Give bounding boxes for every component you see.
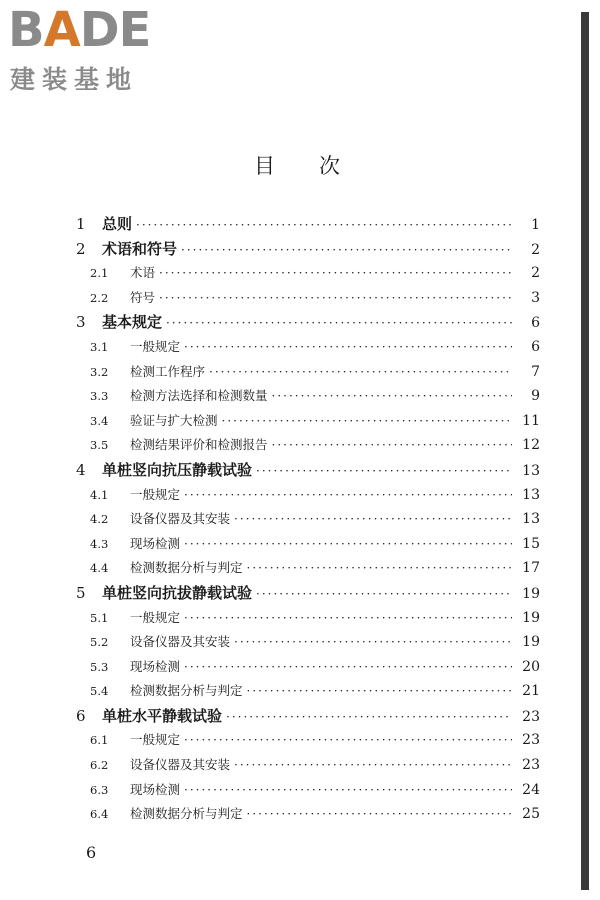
page-title (0, 150, 600, 180)
toc-section-entry[interactable] (70, 483, 540, 508)
toc-entry-label: 术语 (130, 265, 156, 281)
logo-letter-b: B (8, 2, 44, 58)
toc-leader-dots (181, 242, 512, 258)
toc-entry-number: 3.5 (90, 438, 109, 453)
toc-entry-number: 3 (76, 313, 86, 332)
toc-leader-dots (256, 463, 512, 479)
toc-leader-dots (184, 732, 512, 748)
toc-chapter-entry[interactable] (70, 581, 540, 606)
toc-chapter-entry[interactable] (70, 310, 540, 335)
toc-chapter-entry[interactable] (70, 704, 540, 729)
toc-entry-label: 检测数据分析与判定 (130, 683, 243, 699)
toc-leader-dots (247, 683, 512, 699)
toc-leader-dots (226, 709, 512, 725)
toc-entry-page: 6 (531, 315, 540, 332)
toc-entry-page: 11 (522, 412, 540, 429)
toc-entry-number: 5.2 (90, 635, 109, 650)
toc-entry-label: 单桩竖向抗拔静载试验 (102, 583, 253, 602)
toc-entry-label: 验证与扩大检测 (130, 412, 218, 428)
toc-leader-dots (184, 659, 512, 675)
toc-entry-label: 单桩水平静载试验 (102, 706, 223, 725)
toc-section-entry[interactable] (70, 335, 540, 360)
toc-entry-label: 一般规定 (130, 338, 181, 354)
toc-chapter-entry[interactable] (70, 212, 540, 237)
toc-entry-number: 6.4 (90, 807, 109, 822)
toc-entry-label: 检测数据分析与判定 (130, 560, 243, 576)
toc-leader-dots (256, 586, 512, 602)
toc-entry-number: 3.3 (90, 389, 109, 404)
toc-entry-page: 7 (531, 363, 540, 380)
toc-leader-dots (222, 413, 512, 429)
toc-section-entry[interactable] (70, 286, 540, 311)
toc-entry-label: 设备仪器及其安装 (130, 511, 231, 527)
toc-entry-page: 24 (522, 781, 540, 798)
toc-section-entry[interactable] (70, 507, 540, 532)
toc-entry-number: 5.3 (90, 659, 109, 674)
toc-entry-page: 13 (522, 462, 540, 479)
toc-entry-page: 9 (531, 388, 540, 405)
page-title-char-2: 次 (319, 154, 346, 178)
toc-leader-dots (184, 339, 512, 355)
toc-section-entry[interactable] (70, 409, 540, 434)
toc-leader-dots (136, 217, 512, 233)
toc-section-entry[interactable] (70, 679, 540, 704)
toc-entry-number: 2 (76, 239, 86, 258)
toc-entry-page: 19 (522, 609, 540, 626)
page-title-char-1: 目 (254, 154, 281, 178)
toc-entry-page: 23 (522, 708, 540, 725)
toc-entry-number: 3.4 (90, 413, 109, 428)
toc-entry-number: 4.2 (90, 512, 109, 527)
toc-leader-dots (234, 634, 512, 650)
toc-leader-dots (166, 315, 512, 331)
toc-entry-label: 术语和符号 (102, 239, 178, 258)
toc-section-entry[interactable] (70, 532, 540, 557)
toc-section-entry[interactable] (70, 556, 540, 581)
toc-entry-label: 现场检测 (130, 535, 181, 551)
toc-section-entry[interactable] (70, 728, 540, 753)
toc-entry-label: 总则 (102, 215, 133, 233)
toc-entry-page: 1 (531, 217, 540, 233)
toc-entry-label: 一般规定 (130, 609, 181, 625)
toc-section-entry[interactable] (70, 360, 540, 385)
toc-entry-page: 13 (522, 511, 540, 528)
toc-entry-number: 4.1 (90, 487, 109, 502)
toc-entry-number: 4.4 (90, 561, 109, 576)
bade-logo (8, 2, 176, 94)
toc-entry-page: 6 (531, 338, 540, 355)
page-number: 6 (86, 843, 97, 862)
toc-entry-label: 检测方法选择和检测数量 (130, 388, 268, 404)
toc-leader-dots (184, 536, 512, 552)
toc-leader-dots (184, 782, 512, 798)
logo-wordmark (8, 2, 151, 58)
toc-entry-number: 5.4 (90, 684, 109, 699)
page-edge-shadow (581, 12, 589, 890)
toc-chapter-entry[interactable] (70, 237, 540, 262)
toc-entry-number: 2.2 (90, 290, 109, 305)
toc-entry-page: 23 (522, 757, 540, 774)
toc-entry-page: 20 (522, 658, 540, 675)
toc-entry-number: 3.2 (90, 364, 109, 379)
toc-entry-page: 2 (531, 265, 540, 282)
toc-section-entry[interactable] (70, 630, 540, 655)
toc-leader-dots (184, 487, 512, 503)
toc-entry-page: 19 (522, 634, 540, 651)
logo-letters-de: DE (79, 2, 151, 58)
toc-entry-label: 设备仪器及其安装 (130, 757, 231, 773)
toc-entry-page: 23 (522, 732, 540, 749)
logo-subtitle: 建装基地 (10, 65, 139, 94)
toc-entry-label: 符号 (130, 289, 156, 305)
toc-section-entry[interactable] (70, 753, 540, 778)
toc-entry-page: 2 (531, 241, 540, 258)
toc-leader-dots (184, 610, 512, 626)
toc-entry-label: 检测结果评价和检测报告 (130, 437, 268, 453)
toc-leader-dots (159, 290, 512, 306)
toc-leader-dots (272, 437, 512, 453)
toc-entry-page: 13 (522, 486, 540, 503)
toc-entry-label: 现场检测 (130, 658, 181, 674)
toc-leader-dots (247, 806, 512, 822)
toc-entry-label: 检测工作程序 (130, 363, 206, 379)
toc-chapter-entry[interactable] (70, 458, 540, 483)
toc-entry-label: 一般规定 (130, 486, 181, 502)
toc-entry-page: 15 (522, 535, 540, 552)
toc-entry-number: 6 (76, 706, 86, 725)
toc-entry-page: 25 (522, 806, 540, 823)
toc-entry-page: 19 (522, 585, 540, 602)
toc-leader-dots (159, 265, 512, 281)
toc-leader-dots (209, 364, 512, 380)
toc-entry-page: 21 (522, 683, 540, 700)
toc-entry-label: 一般规定 (130, 732, 181, 748)
toc-entry-number: 5 (76, 583, 86, 602)
toc-entry-number: 6.3 (90, 782, 109, 797)
toc-entry-page: 3 (531, 289, 540, 306)
toc-section-entry[interactable] (70, 802, 540, 827)
toc-section-entry[interactable] (70, 384, 540, 409)
toc-entry-label: 基本规定 (102, 313, 163, 332)
toc-entry-number: 5.1 (90, 610, 109, 625)
toc-entry-number: 6.1 (90, 733, 109, 748)
toc-section-entry[interactable] (70, 606, 540, 631)
toc-entry-page: 17 (522, 560, 540, 577)
logo-letter-a: A (43, 2, 80, 58)
toc-section-entry[interactable] (70, 778, 540, 803)
toc-entry-number: 4.3 (90, 536, 109, 551)
toc-section-entry[interactable] (70, 433, 540, 458)
toc-section-entry[interactable] (70, 261, 540, 286)
toc-leader-dots (247, 560, 512, 576)
table-of-contents (70, 212, 540, 827)
toc-entry-number: 4 (76, 460, 86, 479)
toc-entry-label: 单桩竖向抗压静载试验 (102, 460, 253, 479)
toc-entry-number: 3.1 (90, 339, 109, 354)
toc-entry-number: 1 (76, 215, 86, 233)
toc-leader-dots (234, 757, 512, 773)
toc-entry-number: 2.1 (90, 266, 109, 281)
toc-entry-page: 12 (522, 437, 540, 454)
toc-entry-label: 检测数据分析与判定 (130, 806, 243, 822)
toc-entry-number: 6.2 (90, 758, 109, 773)
toc-section-entry[interactable] (70, 655, 540, 680)
toc-entry-label: 现场检测 (130, 781, 181, 797)
toc-leader-dots (272, 388, 512, 404)
toc-leader-dots (234, 511, 512, 527)
toc-entry-label: 设备仪器及其安装 (130, 634, 231, 650)
